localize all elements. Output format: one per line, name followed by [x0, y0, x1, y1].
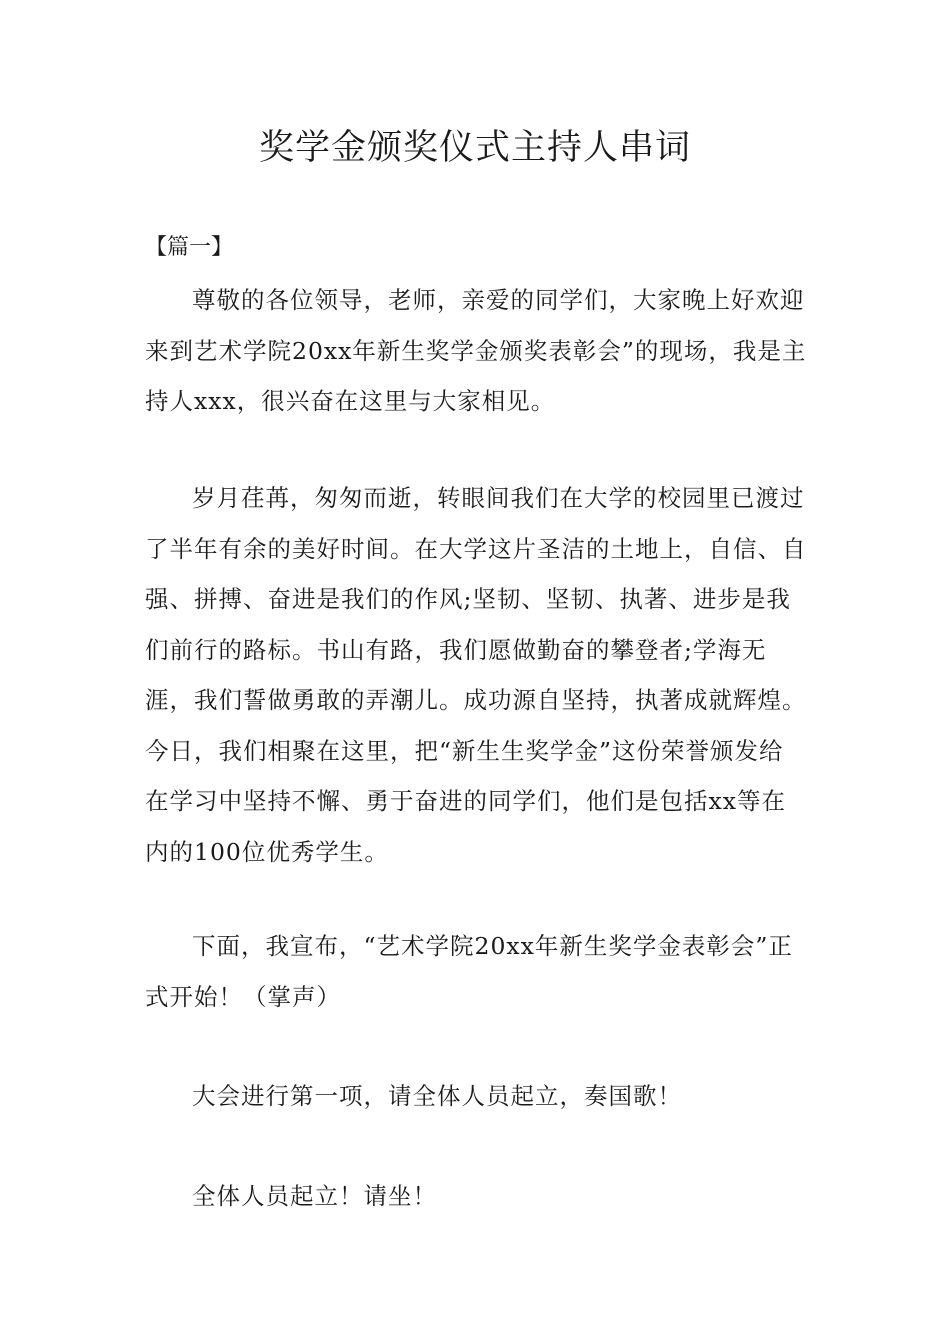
paragraph-anthem: 大会进行第一项，请全体人员起立，奏国歌！ — [192, 1082, 682, 1110]
paragraph-greeting: 尊敬的各位领导，老师，亲爱的同学们，大家晚上好欢迎来到艺术学院20xx年新生奖学金颁奖表彰会”的现场，我是主持人xxx，很兴奋在这里与大家相见。 — [145, 286, 807, 415]
paragraph-introduction: 岁月荏苒，匆匆而逝，转眼间我们在大学的校园里已渡过了半年有余的美好时间。在大学这片圣洁的土地上，自信、自强、拼搏、奋进是我们的作风;坚韧、坚韧、执著、进步是我们前行的路标。书山有路，我们愿做勤奋的攀登者;学海无涯，我们誓做勇敢的弄潮儿。成功源自坚持，执著成就辉煌。今日，我们相聚在这里，把“新生生奖学金”这份荣誉颁发给在学习中坚持不懈、勇于奋进的同学们，他们是包括xx等在内的100位优秀学生。 — [145, 484, 807, 866]
paragraph-announcement: 下面，我宣布，“艺术学院20xx年新生奖学金表彰会”正式开始！（掌声） — [145, 932, 793, 1011]
paragraph-be-seated: 全体人员起立！请坐！ — [192, 1182, 437, 1210]
section-label: 【篇一】 — [145, 235, 234, 260]
document-title: 奖学金颁奖仪式主持人串词 — [258, 128, 691, 168]
